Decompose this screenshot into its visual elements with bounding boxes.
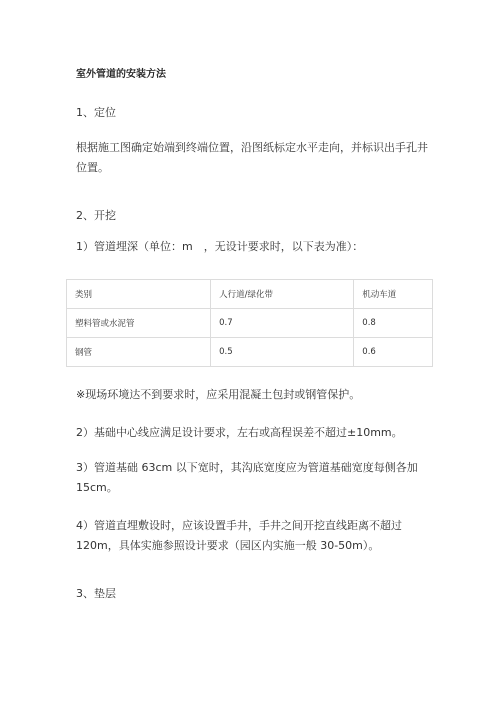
table-header-cell: 人行道/绿化带 [211, 280, 354, 309]
table-cell: 塑料管或水泥管 [67, 309, 211, 338]
table-cell: 0.8 [354, 309, 433, 338]
table-row [67, 338, 433, 367]
foundation-centerline-paragraph: 2）基础中心线应满足设计要求，左右或高程误差不超过±10mm。 [76, 426, 403, 439]
table-cell: 0.5 [211, 338, 354, 367]
trench-width-paragraph: 3）管道基础 63cm 以下宽时，其沟底宽度应为管道基础宽度每侧各加 15cm。 [76, 461, 418, 494]
table-cell: 0.7 [211, 309, 354, 338]
protection-note: ※现场环境达不到要求时，应采用混凝土包封或钢管保护。 [76, 388, 361, 401]
section-heading-positioning: 1、定位 [76, 106, 116, 119]
table-row [67, 309, 433, 338]
document-title: 室外管道的安装方法 [76, 69, 166, 80]
direct-burial-paragraph: 4）管道直埋敷设时，应该设置手井，手井之间开挖直线距离不超过 120m，具体实施参照设计要求（园区内实施一般 30-50m）。 [76, 519, 402, 552]
table-header-cell: 类别 [67, 280, 211, 309]
table-cell: 0.6 [354, 338, 433, 367]
section-heading-bedding: 3、垫层 [76, 587, 116, 600]
section-heading-excavation: 2、开挖 [76, 209, 116, 222]
positioning-paragraph: 根据施工图确定始端到终端位置，沿图纸标定水平走向，并标识出手孔井位置。 [76, 141, 428, 174]
table-cell: 钢管 [67, 338, 211, 367]
burial-depth-table [66, 279, 433, 367]
table-header-cell: 机动车道 [354, 280, 433, 309]
table-header-row [67, 280, 433, 309]
burial-depth-paragraph: 1）管道埋深（单位：m ，无设计要求时，以下表为准）： [76, 240, 364, 253]
